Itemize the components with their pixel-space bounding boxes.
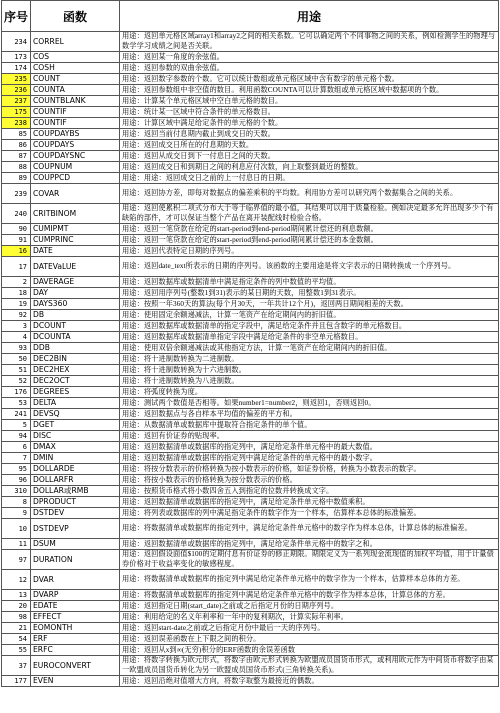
function-name: DSUM [31, 539, 120, 550]
row-number: 37 [2, 656, 31, 676]
function-description: 用途：返回数据清单或数据库的指定列中满足给定条件的单元格中的最小数字。 [120, 453, 499, 464]
header-no: 序号 [2, 1, 31, 32]
function-name: DEGREES [31, 387, 120, 398]
row-number: 12 [2, 570, 31, 590]
table-row [2, 387, 499, 398]
function-description: 用途：返回当前付息期内截止到成交日的天数。 [120, 129, 499, 140]
table-row [2, 151, 499, 162]
function-description: 用途：返回假设面值$100的定期付息有价证券的修正期限。期限定义为一系列现金流现值的加权平均值，用于计量债券价格对于收益率变化的敏感程度。 [120, 550, 499, 570]
function-description: 用途：统计某一区域中符合条件的单元格数目。 [120, 107, 499, 118]
table-row [2, 453, 499, 464]
row-number: 10 [2, 519, 31, 539]
row-number: 237 [2, 96, 31, 107]
row-number: 239 [2, 184, 31, 204]
function-name: DEC2OCT [31, 376, 120, 387]
row-number: 16 [2, 246, 31, 257]
table-row [2, 420, 499, 431]
table-row [2, 96, 499, 107]
table-row [2, 118, 499, 129]
header-desc: 用途 [120, 1, 499, 32]
function-description: 用途：将弧度转换为度。 [120, 387, 499, 398]
row-number: 85 [2, 129, 31, 140]
table-row [2, 354, 499, 365]
function-name: COVAR [31, 184, 120, 204]
header-func: 函数 [31, 1, 120, 32]
function-description: 用途：返回从x到∞(无穷)积分的ERF函数的余误差函数 [120, 645, 499, 656]
table-row [2, 310, 499, 321]
function-description: 用途：返回一笔贷款在给定的start-period到end-period期间累计偿还的本金数额。 [120, 235, 499, 246]
function-name: DISC [31, 431, 120, 442]
function-description: 用途：计算某个单元格区域中空白单元格的数目。 [120, 96, 499, 107]
table-row [2, 442, 499, 453]
row-number: 240 [2, 204, 31, 224]
row-number: 2 [2, 277, 31, 288]
function-name: CUMIPMT [31, 224, 120, 235]
table-row [2, 475, 499, 486]
function-name: DDB [31, 343, 120, 354]
function-description: 用途：返回数据点与各自样本平均值的偏差的平方和。 [120, 409, 499, 420]
function-name: DCOUNTA [31, 332, 120, 343]
function-name: DMIN [31, 453, 120, 464]
function-description: 用途：将十进制数转换为十六进制数。 [120, 365, 499, 376]
function-name: COUNTA [31, 85, 120, 96]
row-number: 89 [2, 173, 31, 184]
table-row [2, 398, 499, 409]
row-number: 51 [2, 365, 31, 376]
function-description: 用途：返回start-date之前或之后指定月份中最后一天的序列号。 [120, 623, 499, 634]
function-description: 用途：返回数据库或数据清单中满足指定条件的列中数值的平均值。 [120, 277, 499, 288]
table-row [2, 409, 499, 420]
table-row [2, 257, 499, 277]
table-row [2, 634, 499, 645]
function-description: 用途：返回数据清单或数据库的指定列中，满足给定条件单元格中数值乘积。 [120, 497, 499, 508]
table-row [2, 486, 499, 497]
function-description: 用途：计算区域中满足给定条件的单元格的个数。 [120, 118, 499, 129]
function-description: 用途：返回参数的双曲余弦值。 [120, 63, 499, 74]
row-number: 87 [2, 151, 31, 162]
row-number: 173 [2, 52, 31, 63]
function-name: DVAR [31, 570, 120, 590]
function-description: 用途：将列表或数据库的列中满足指定条件的数字作为一个样本，估算样本总体的标准偏差。 [120, 508, 499, 519]
row-number: 86 [2, 140, 31, 151]
row-number: 88 [2, 162, 31, 173]
function-description: 用途：测试两个数值是否相等。如果number1=number2，则返回1，否则返回0。 [120, 398, 499, 409]
function-name: DOLLARDE [31, 464, 120, 475]
function-description: 用途：返回数据库或数据清单的指定字段中，满足给定条件并且包含数字的单元格数目。 [120, 321, 499, 332]
function-description: 用途：按照货币格式将小数四舍五入到指定的位数并转换成文字。 [120, 486, 499, 497]
row-number: 238 [2, 118, 31, 129]
function-description: 用途：返回使累积二项式分布大于等于临界值的最小值，其结果可以用于质量检验。例如决定最多允许出现多少个有缺陷的部件，才可以保证当整个产品在离开装配线时检验合格。 [120, 204, 499, 224]
function-name: DOLLAR或RMB [31, 486, 120, 497]
function-name: DSTDEV [31, 508, 120, 519]
table-row [2, 623, 499, 634]
row-number: 7 [2, 453, 31, 464]
function-description: 用途：返回单元格区域array1和array2之间的相关系数。它可以确定两个不同事物之间的关系，例如检测学生的物理与数学学习成绩之间是否关联。 [120, 32, 499, 52]
row-number: 96 [2, 475, 31, 486]
function-name: DMAX [31, 442, 120, 453]
function-description: 用途：将数据清单或数据库的指定列中，满足给定条件单元格中的数字作为样本总体，计算总体的标准偏差。 [120, 519, 499, 539]
function-name: DEC2BIN [31, 354, 120, 365]
row-number: 54 [2, 634, 31, 645]
function-name: ERFC [31, 645, 120, 656]
table-row [2, 235, 499, 246]
table-row [2, 74, 499, 85]
row-number: 17 [2, 257, 31, 277]
row-number: 95 [2, 464, 31, 475]
function-name: DATE [31, 246, 120, 257]
row-number: 91 [2, 235, 31, 246]
table-row [2, 539, 499, 550]
function-name: COUPNUM [31, 162, 120, 173]
function-description: 用途：返回协方差，即每对数据点的偏差乘积的平均数。利用协方差可以研究两个数据集合之间的关系。 [120, 184, 499, 204]
function-name: COUNTBLANK [31, 96, 120, 107]
function-name: COUPDAYBS [31, 129, 120, 140]
table-row [2, 204, 499, 224]
function-name: DGET [31, 420, 120, 431]
function-description: 用途：将按分数表示的价格转换为按小数表示的价格，如证券价格，转换为小数表示的数字。 [120, 464, 499, 475]
function-name: COS [31, 52, 120, 63]
table-row [2, 550, 499, 570]
table-row [2, 656, 499, 676]
row-number: 55 [2, 645, 31, 656]
function-name: DEVSQ [31, 409, 120, 420]
function-description: 用途：返回沿绝对值增大方向，将数字取整为最接近的偶数。 [120, 676, 499, 687]
row-number: 3 [2, 321, 31, 332]
row-number: 52 [2, 376, 31, 387]
row-number: 97 [2, 550, 31, 570]
function-name: DVARP [31, 590, 120, 601]
row-number: 53 [2, 398, 31, 409]
function-description: 用途：按照一年360天的算法(每个月30天，一年共计12个月)，返回两日期间相差的天数。 [120, 299, 499, 310]
function-name: DB [31, 310, 120, 321]
table-row [2, 519, 499, 539]
function-description: 用途：返回一笔贷款在给定的start-period到end-period期间累计偿还的利息数额。 [120, 224, 499, 235]
function-description: 用途：返回数字参数的个数。它可以统计数组或单元格区域中含有数字的单元格个数。 [120, 74, 499, 85]
function-description: 用途：返回参数组中非空值的数目。利用函数COUNTA可以计算数组或单元格区域中数据项的个数。 [120, 85, 499, 96]
function-name: DAVERAGE [31, 277, 120, 288]
function-description: 用途：将数据清单或数据库的指定列中满足给定条件单元格中的数字作为一个样本，估算样本总体的方差。 [120, 570, 499, 590]
function-name: DELTA [31, 398, 120, 409]
function-description: 用途：将十进制数转换为二进制数。 [120, 354, 499, 365]
table-row [2, 224, 499, 235]
row-number: 92 [2, 310, 31, 321]
function-name: COUNTIF [31, 118, 120, 129]
function-name: DSTDEVP [31, 519, 120, 539]
function-name: ERF [31, 634, 120, 645]
table-row [2, 129, 499, 140]
row-number: 9 [2, 508, 31, 519]
function-name: COUPDAYS [31, 140, 120, 151]
function-name: EOMONTH [31, 623, 120, 634]
row-number: 176 [2, 387, 31, 398]
row-number: 13 [2, 590, 31, 601]
function-description: 用途：返回从成交日到下一付息日之间的天数。 [120, 151, 499, 162]
table-row [2, 508, 499, 519]
function-description: 用途：返回误差函数在上下限之间的积分。 [120, 634, 499, 645]
function-name: DAY [31, 288, 120, 299]
table-row [2, 676, 499, 687]
function-description: 用途：将按小数表示的价格转换为按分数表示的价格。 [120, 475, 499, 486]
row-number: 234 [2, 32, 31, 52]
row-number: 11 [2, 539, 31, 550]
table-row [2, 140, 499, 151]
function-description: 用途：返回数据清单或数据库的指定列中，满足给定条件单元格中的最大数值。 [120, 442, 499, 453]
table-row [2, 246, 499, 257]
function-description: 用途：返回某一角度的余弦值。 [120, 52, 499, 63]
function-name: DAYS360 [31, 299, 120, 310]
function-name: COUPDAYSNC [31, 151, 120, 162]
row-number: 94 [2, 431, 31, 442]
function-description: 用途：将数字转换为欧元形式，将数字由欧元形式转换为欧盟成员国货币形式，或利用欧元作为中间货币将数字由某一欧盟成员国货币转化为另一欧盟成员国货币形式(三角转换关系)。 [120, 656, 499, 676]
row-number: 5 [2, 420, 31, 431]
row-number: 98 [2, 612, 31, 623]
function-name: CORREL [31, 32, 120, 52]
table-row [2, 645, 499, 656]
table-row [2, 332, 499, 343]
table-body [2, 32, 499, 687]
table-row [2, 590, 499, 601]
function-name: EVEN [31, 676, 120, 687]
table-row [2, 184, 499, 204]
row-number: 4 [2, 332, 31, 343]
function-description: 用途：返回成交日和到期日之间的利息应付次数，向上取整到最近的整数。 [120, 162, 499, 173]
table-row [2, 431, 499, 442]
row-number: 8 [2, 497, 31, 508]
table-header-row [2, 1, 499, 32]
function-name: DATEVaLUE [31, 257, 120, 277]
function-name: DPRODUCT [31, 497, 120, 508]
function-name: DURATION [31, 550, 120, 570]
row-number: 310 [2, 486, 31, 497]
function-name: DOLLARFR [31, 475, 120, 486]
function-description: 用途：返回date_text所表示的日期的序列号。该函数的主要用途是将文字表示的日期转换成一个序列号。 [120, 257, 499, 277]
row-number: 19 [2, 299, 31, 310]
function-description: 用途：用途：返回成交日之前的上一付息日的日期。 [120, 173, 499, 184]
table-row [2, 277, 499, 288]
function-description: 用途：将十进制数转换为八进制数。 [120, 376, 499, 387]
row-number: 177 [2, 676, 31, 687]
table-row [2, 173, 499, 184]
function-name: COSH [31, 63, 120, 74]
table-row [2, 601, 499, 612]
function-description: 用途：返回有价证券的贴现率。 [120, 431, 499, 442]
function-name: COUPPCD [31, 173, 120, 184]
function-description: 用途：利用给定的名义年利率和一年中的复利期次，计算实际年利率。 [120, 612, 499, 623]
table-row [2, 464, 499, 475]
function-description: 用途：返回代表特定日期的序列号。 [120, 246, 499, 257]
table-row [2, 321, 499, 332]
function-name: COUNT [31, 74, 120, 85]
row-number: 20 [2, 601, 31, 612]
row-number: 93 [2, 343, 31, 354]
table-row [2, 52, 499, 63]
row-number: 174 [2, 63, 31, 74]
table-row [2, 376, 499, 387]
row-number: 241 [2, 409, 31, 420]
function-name: EFFECT [31, 612, 120, 623]
function-name: CRITBINOM [31, 204, 120, 224]
function-name: EUROCONVERT [31, 656, 120, 676]
function-description: 用途：使用固定余额递减法，计算一笔资产在给定期间内的折旧值。 [120, 310, 499, 321]
function-description: 用途：返回指定日期(start_date)之前或之后指定月份的日期序列号。 [120, 601, 499, 612]
row-number: 90 [2, 224, 31, 235]
table-row [2, 343, 499, 354]
function-table [1, 0, 499, 687]
function-name: DEC2HEX [31, 365, 120, 376]
table-row [2, 612, 499, 623]
table-row [2, 32, 499, 52]
table-row [2, 63, 499, 74]
table-row [2, 365, 499, 376]
row-number: 236 [2, 85, 31, 96]
row-number: 21 [2, 623, 31, 634]
table-row [2, 162, 499, 173]
table-row [2, 85, 499, 96]
function-name: CUMPRINC [31, 235, 120, 246]
row-number: 235 [2, 74, 31, 85]
function-description: 用途：从数据清单或数据库中提取符合指定条件的单个值。 [120, 420, 499, 431]
function-description: 用途：使用双倍余额递减法或其他指定方法，计算一笔资产在给定期间内的折旧值。 [120, 343, 499, 354]
function-name: DCOUNT [31, 321, 120, 332]
function-name: COUNTIF [31, 107, 120, 118]
function-description: 用途：将数据清单或数据库的指定列中满足给定条件单元格中的数字作为样本总体，计算总体的方差。 [120, 590, 499, 601]
table-row [2, 570, 499, 590]
function-name: EDATE [31, 601, 120, 612]
row-number: 50 [2, 354, 31, 365]
function-description: 用途：返回用序列号(整数1到31)表示的某日期的天数，用整数1到31表示。 [120, 288, 499, 299]
function-description: 用途：返回成交日所在的付息期的天数。 [120, 140, 499, 151]
row-number: 18 [2, 288, 31, 299]
table-row [2, 299, 499, 310]
function-description: 用途：返回数据库或数据清单指定字段中满足给定条件的非空单元格数目。 [120, 332, 499, 343]
row-number: 6 [2, 442, 31, 453]
function-description: 用途：返回数据清单或数据库的指定列中，满足给定条件单元格中的数字之和。 [120, 539, 499, 550]
table-row [2, 497, 499, 508]
row-number: 175 [2, 107, 31, 118]
table-row [2, 288, 499, 299]
table-row [2, 107, 499, 118]
